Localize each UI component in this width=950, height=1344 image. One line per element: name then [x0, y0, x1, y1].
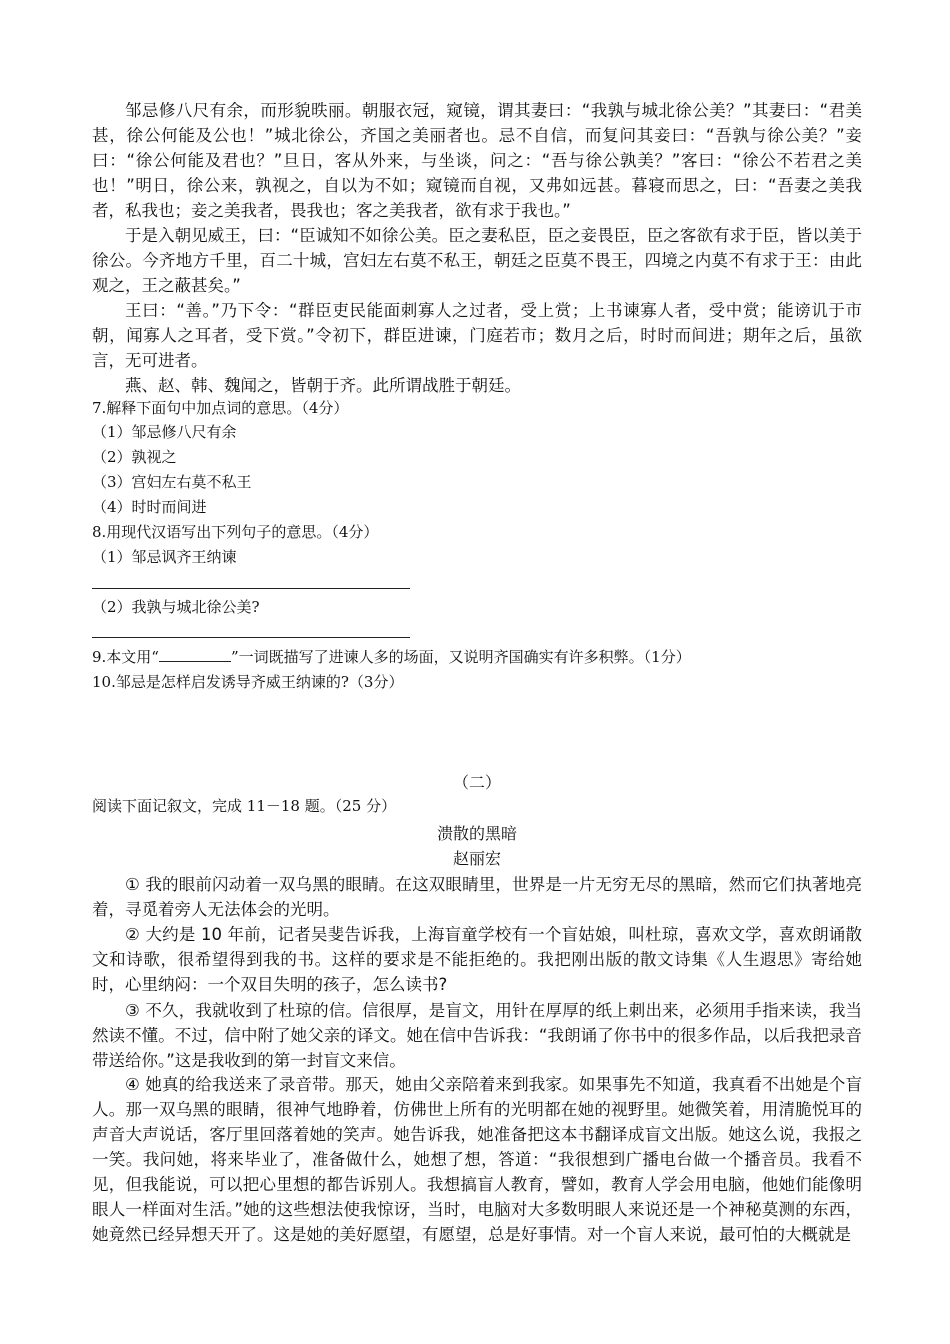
- article-paragraph-1: ① 我的眼前闪动着一双乌黑的眼睛。在这双眼睛里，世界是一片无穷无尽的黑暗，然而它们执著地亮着，寻觅着旁人无法体会的光明。: [92, 875, 862, 919]
- section-instruction: 阅读下面记叙文，完成 11－18 题。（25 分）: [92, 797, 397, 815]
- question-7-item-1: （1）邹忌修八尺有余: [92, 423, 237, 441]
- question-7-item-4: （4）时时而间进: [92, 498, 207, 516]
- article-paragraph-4: ④ 她真的给我送来了录音带。那天，她由父亲陪着来到我家。如果事先不知道，我真看不出她是个盲人。那一双乌黑的眼睛，很神气地睁着，仿佛世上所有的光明都在她的视野里。她微笑着，用清脆悦耳的声音大声说话，客厅里回落着她的笑声。她告诉我，她准备把这本书翻译成盲文出版。她这么说，我报之一笑。我问她，将来毕业了，准备做什么，她想了想，答道：“我很想到广播电台做一个播音员。我看不见，但我能说，可以把心里想的都告诉别人。我想搞盲人教育，譬如，教育人学会用电脑，他她们能像明眼人一样面对生活。”她的这些想法使我惊讶，当时，电脑对大多数明眼人来说还是一个神秘莫测的东西，她竟然已经异想天开了。这是她的美好愿望，有愿望，总是好事情。对一个盲人来说，最可怕的大概就是: [92, 1075, 862, 1244]
- question-7-item-3: （3）宫妇左右莫不私王: [92, 473, 252, 491]
- answer-line-1[interactable]: [92, 588, 410, 589]
- question-9-text-after: ”一词既描写了进谏人多的场面，又说明齐国确实有许多积弊。（1分）: [230, 648, 691, 666]
- classical-paragraph-1: 邹忌修八尺有余，而形貌昳丽。朝服衣冠，窥镜，谓其妻曰：“我孰与城北徐公美？”其妻曰：“君美甚，徐公何能及公也！”城北徐公，齐国之美丽者也。忌不自信，而复问其妾曰：“吾孰与徐公美？”妾曰：“徐公何能及君也？”旦日，客从外来，与坐谈，问之：“吾与徐公孰美？”客曰：“徐公不若君之美也！”明日，徐公来，孰视之，自以为不如；窥镜而自视，又弗如远甚。暮寝而思之，曰：“吾妻之美我者，私我也；妾之美我者，畏我也；客之美我者，欲有求于我也。”: [92, 101, 862, 220]
- article-title: 溃散的黑暗: [436, 824, 517, 843]
- question-8-item-2: （2）我孰与城北徐公美?: [92, 598, 260, 616]
- answer-line-2[interactable]: [92, 637, 410, 638]
- question-8: 8.用现代汉语写出下列句子的意思。（4分）: [92, 523, 379, 541]
- question-9: [92, 646, 691, 668]
- question-8-item-1: （1）邹忌讽齐王纳谏: [92, 548, 237, 566]
- question-7-item-2: （2）孰视之: [92, 448, 177, 466]
- question-7: 7.解释下面句中加点词的意思。（4分）: [92, 399, 349, 417]
- question-10: 10.邹忌是怎样启发诱导齐威王纳谏的?（3分）: [92, 673, 404, 691]
- article-paragraph-2: ② 大约是 10 年前，记者吴斐告诉我，上海盲童学校有一个盲姑娘，叫杜琼，喜欢文学，喜欢朗诵散文和诗歌，很希望得到我的书。这样的要求是不能拒绝的。我把刚出版的散文诗集《人生遐思》寄给她时，心里纳闷：一个双目失明的孩子，怎么读书?: [92, 925, 862, 994]
- classical-paragraph-4: 燕、赵、韩、魏闻之，皆朝于齐。此所谓战胜于朝廷。: [125, 376, 521, 395]
- section-heading: （二）: [452, 773, 501, 792]
- classical-paragraph-2: 于是入朝见威王，曰：“臣诚知不如徐公美。臣之妻私臣，臣之妾畏臣，臣之客欲有求于臣，皆以美于徐公。今齐地方千里，百二十城，宫妇左右莫不私王，朝廷之臣莫不畏王，四境之内莫不有求于王：由此观之，王之蔽甚矣。”: [92, 226, 862, 295]
- classical-paragraph-3: 王曰：“善。”乃下令：“群臣吏民能面刺寡人之过者，受上赏；上书谏寡人者，受中赏；能谤讥于市朝，闻寡人之耳者，受下赏。”令初下，群臣进谏，门庭若市；数月之后，时时而间进；期年之后，虽欲言，无可进者。: [92, 301, 862, 370]
- question-9-text-before: 9.本文用“: [92, 648, 159, 666]
- question-9-blank[interactable]: [159, 647, 231, 662]
- article-author: 赵丽宏: [452, 849, 501, 868]
- article-paragraph-3: ③ 不久，我就收到了杜琼的信。信很厚，是盲文，用针在厚厚的纸上刺出来，必须用手指来读，我当然读不懂。不过，信中附了她父亲的译文。她在信中告诉我：“我朗诵了你书中的很多作品，以后我把录音带送给你。”这是我收到的第一封盲文来信。: [92, 1001, 862, 1070]
